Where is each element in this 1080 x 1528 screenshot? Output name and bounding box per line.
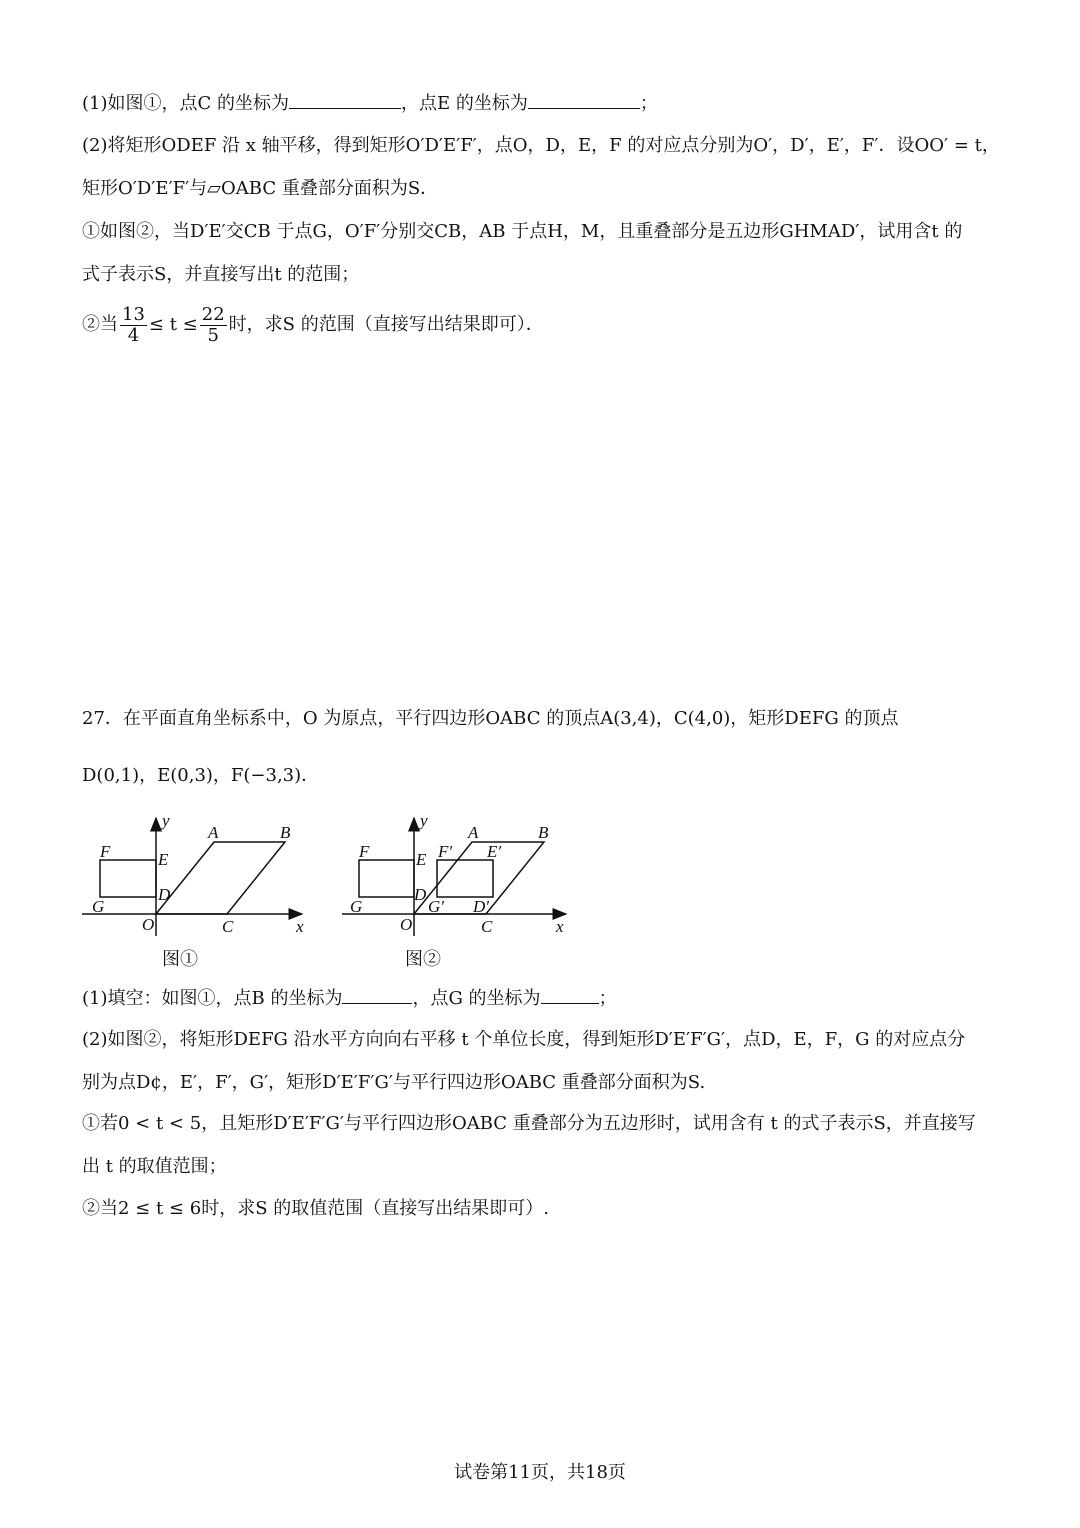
label-a: A (468, 823, 479, 842)
page-footer: 试卷第11页，共18页 (454, 1462, 626, 1483)
label-e: E (416, 850, 427, 869)
q27-part2-line1: (2)如图②，将矩形DEFG 沿水平方向向右平移 t 个单位长度，得到矩形D′E′F′G′，点D，E，F，G 的对应点分 (82, 1029, 966, 1050)
q27-sub1-line1: ①若0 < t < 5，且矩形D′E′F′G′与平行四边形OABC 重叠部分为五边形时，试用含有 t 的式子表示S，并直接写 (82, 1113, 976, 1134)
figure-2-caption: 图② (405, 949, 441, 970)
label-f: F (359, 842, 370, 861)
rectangle-defg (100, 860, 156, 897)
label-c: C (222, 917, 234, 936)
q27-blank-g[interactable] (541, 985, 599, 1004)
fraction-13-4: $\frac{13}{4}$ (122, 303, 145, 346)
q26-part1: (1)如图①，点C 的坐标为 ，点E 的坐标为 ； (82, 90, 658, 117)
q27-part1: (1)填空：如图①，点B 的坐标为 ，点G 的坐标为 ； (82, 985, 617, 1012)
q27-part2-line2: 别为点D¢，E′，F′，G′，矩形D′E′F′G′与平行四边形OABC 重叠部分面积为S. (82, 1072, 706, 1093)
q26-part2-line2: 矩形O′D′E′F′与▱OABC 重叠部分面积为S． (82, 178, 439, 199)
label-c: C (481, 917, 493, 936)
label-f-prime: F′ (438, 842, 453, 861)
q26-sub1-line2: 式子表示S，并直接写出t 的范围； (82, 264, 360, 285)
label-g: G (350, 897, 363, 916)
q27-stem-line1: 27．在平面直角坐标系中，O 为原点，平行四边形OABC 的顶点A(3,4)，C(4,0)，矩形DEFG 的顶点 (82, 708, 899, 729)
q26-blank-c[interactable] (289, 90, 401, 109)
q26-sub1-line1: ①如图②，当D′E′交CB 于点G，O′F′分别交CB，AB 于点H，M，且重叠部分是五边形GHMAD′，试用含t 的 (82, 221, 963, 242)
label-d: D (414, 885, 427, 904)
rectangle-defg (359, 860, 414, 897)
label-b: B (538, 823, 549, 842)
figure-2 (340, 810, 580, 945)
q26-part2-line1: (2)将矩形ODEF 沿 x 轴平移，得到矩形O′D′E′F′，点O，D，E，F 的对应点分别为O′，D′，E′，F′．设OO′ = t， (82, 135, 1000, 156)
figure-1-caption: 图① (162, 949, 198, 970)
label-a: A (208, 823, 219, 842)
q26-blank-e[interactable] (528, 90, 640, 109)
label-d: D (158, 885, 171, 904)
label-e: E (158, 850, 169, 869)
fraction-22-5: $\frac{22}{5}$ (201, 303, 225, 346)
figure-1 (80, 810, 320, 945)
label-g-prime: G′ (428, 897, 444, 916)
label-y: y (162, 811, 170, 830)
rectangle-d2e2f2g2 (437, 860, 493, 897)
q26-sub2: ②当 $\frac{13}{4}$ ≤ t ≤ $\frac{22}{5}$ 时，求S 的范围（直接写出结果即可）． (82, 303, 544, 346)
label-g: G (92, 897, 105, 916)
label-o: O (400, 915, 413, 934)
q27-sub2: ②当2 ≤ t ≤ 6时，求S 的取值范围（直接写出结果即可）. (82, 1198, 549, 1219)
figure-2-diagram (340, 810, 580, 940)
label-b: B (280, 823, 291, 842)
q27-sub1-line2: 出 t 的取值范围； (82, 1156, 227, 1177)
label-x: x (556, 917, 564, 936)
label-o: O (142, 915, 155, 934)
parallelogram-oabc (156, 842, 285, 914)
q27-stem-line2: D(0,1)，E(0,3)，F(−3,3)． (82, 765, 320, 786)
label-d-prime: D′ (473, 897, 489, 916)
q27-blank-b[interactable] (342, 985, 412, 1004)
label-y: y (420, 811, 428, 830)
label-e-prime: E′ (487, 842, 502, 861)
label-f: F (100, 842, 111, 861)
figure-1-diagram (80, 810, 320, 940)
label-x: x (296, 917, 304, 936)
